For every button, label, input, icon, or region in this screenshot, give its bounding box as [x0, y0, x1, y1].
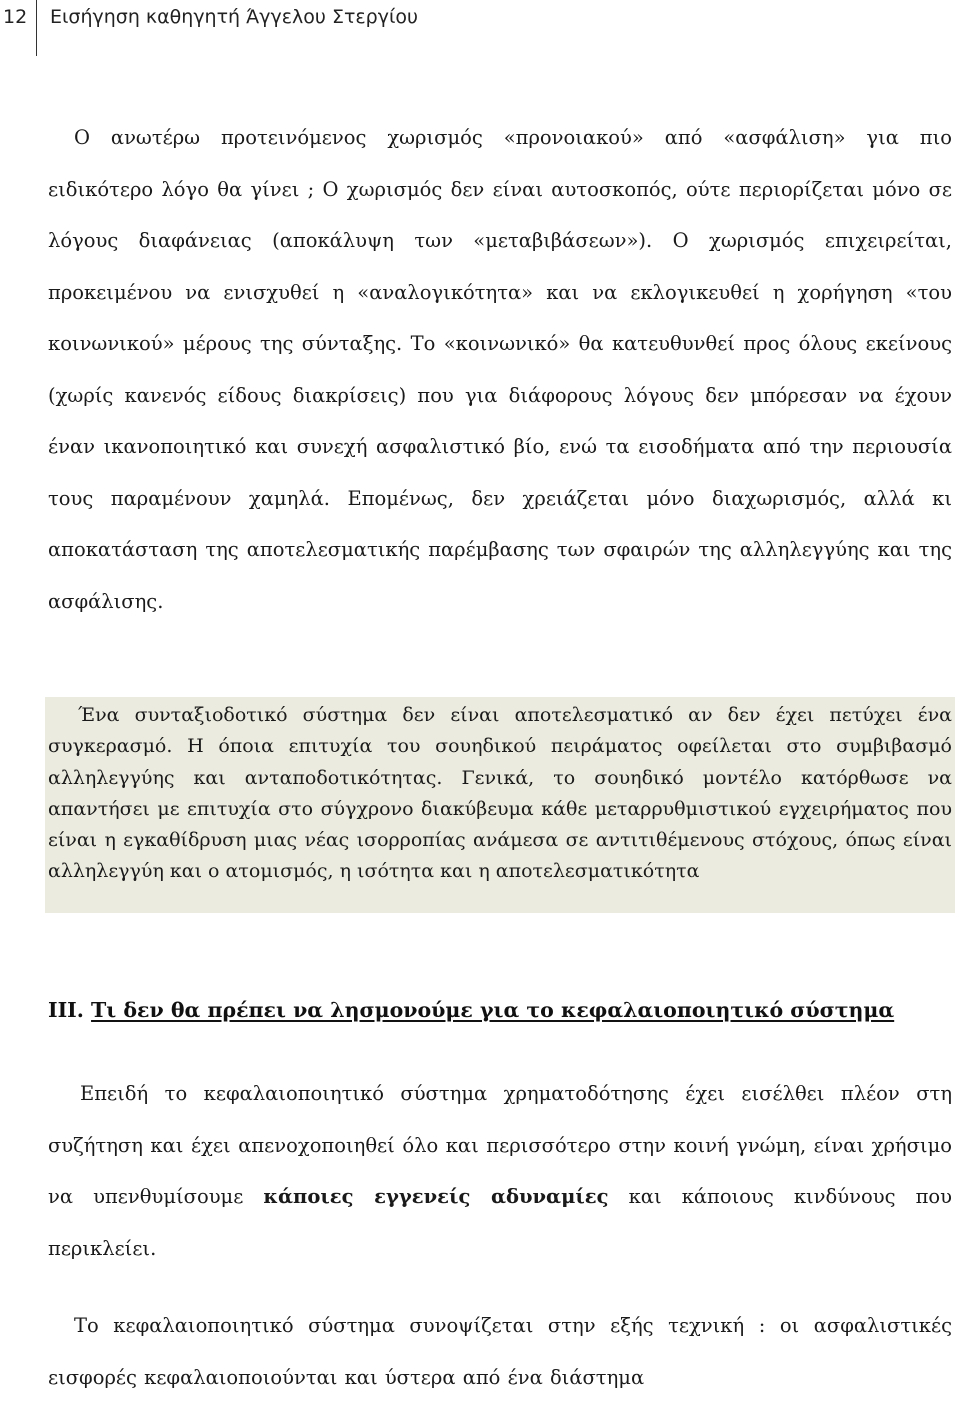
paragraph-2 — [48, 1068, 952, 1274]
paragraph-3: Το κεφαλαιοποιητικό σύστημα συνοψίζεται στην εξής τεχνική : οι ασφαλιστικές εισφορές κεφαλαιοποιούνται και ύστερα από ένα διάστημα — [48, 1314, 952, 1389]
highlight-box-text: Ένα συνταξιοδοτικό σύστημα δεν είναι αποτελεσματικό αν δεν έχει πετύχει ένα συγκερασμό. Η όποια επιτυχία του σουηδικού πειράματος οφείλεται στο συμβιβασμό αλληλεγγύης και ανταποδοτικότητας. Γενικά, το σουηδικό μοντέλο κατόρθωσε να απαντήσει με επιτυχία στο σύγχρονο διακύβευμα κάθε μεταρρυθμιστικού εγχειρήματος που είναι η εγκαθίδρυση μιας νέας ισορροπίας ανάμεσα σε αντιτιθέμενους στόχους, όπως είναι αλληλεγγύη και ο ατομισμός, η ισότητα και η αποτελεσματικότητα — [48, 704, 952, 883]
running-title: Εισήγηση καθηγητή Άγγελου Στεργίου — [50, 6, 419, 28]
section-heading — [48, 995, 952, 1025]
paragraph-2-emphasis: κάποιες εγγενείς αδυναμίες — [263, 1185, 609, 1208]
page-header — [0, 0, 960, 56]
section-title: Τι δεν θα πρέπει να λησμονούμε για το κεφαλαιοποιητικό σύστημα — [91, 998, 895, 1022]
page-number: 12 — [3, 6, 28, 28]
section-number: ΙΙΙ. — [48, 998, 84, 1022]
paragraph-2-text: Επειδή το κεφαλαιοποιητικό σύστημα χρηματοδότησης έχει εισέλθει πλέον στη συζήτηση και έχει απενοχοποιηθεί όλο και περισσότερο στην κοινή γνώμη, είναι χρήσιμο να υπενθυμίσουμε — [48, 1082, 952, 1208]
paragraph-2-text-end: και κάποιους κινδύνους που περικλείει. — [48, 1185, 952, 1260]
header-divider — [36, 0, 37, 56]
paragraph-1: Ο ανωτέρω προτεινόμενος χωρισμός «προνοιακού» από «ασφάλιση» για πιο ειδικότερο λόγο θα γίνει ; Ο χωρισμός δεν είναι αυτοσκοπός, ούτε περιορίζεται μόνο σε λόγους διαφάνειας (αποκάλυψη των «μεταβιβάσεων»). Ο χωρισμός επιχειρείται, προκειμένου να ενισχυθεί η «αναλογικότητα» και να εκλογικευθεί η χορήγηση «του κοινωνικού» μέρους της σύνταξης. Το «κοινωνικό» θα κατευθυνθεί προς όλους εκείνους (χωρίς κανενός είδους διακρίσεις) που για διάφορους λόγους δεν μπόρεσαν να έχουν έναν ικανοποιητικό και συνεχή ασφαλιστικό βίο, ενώ τα εισοδήματα από την περιουσία τους παραμένουν χαμηλά. Επομένως, δεν χρειάζεται μόνο διαχωρισμός, αλλά κι αποκατάσταση της αποτελεσματικής παρέμβασης των σφαιρών της αλληλεγγύης και της ασφάλισης. — [48, 126, 952, 613]
